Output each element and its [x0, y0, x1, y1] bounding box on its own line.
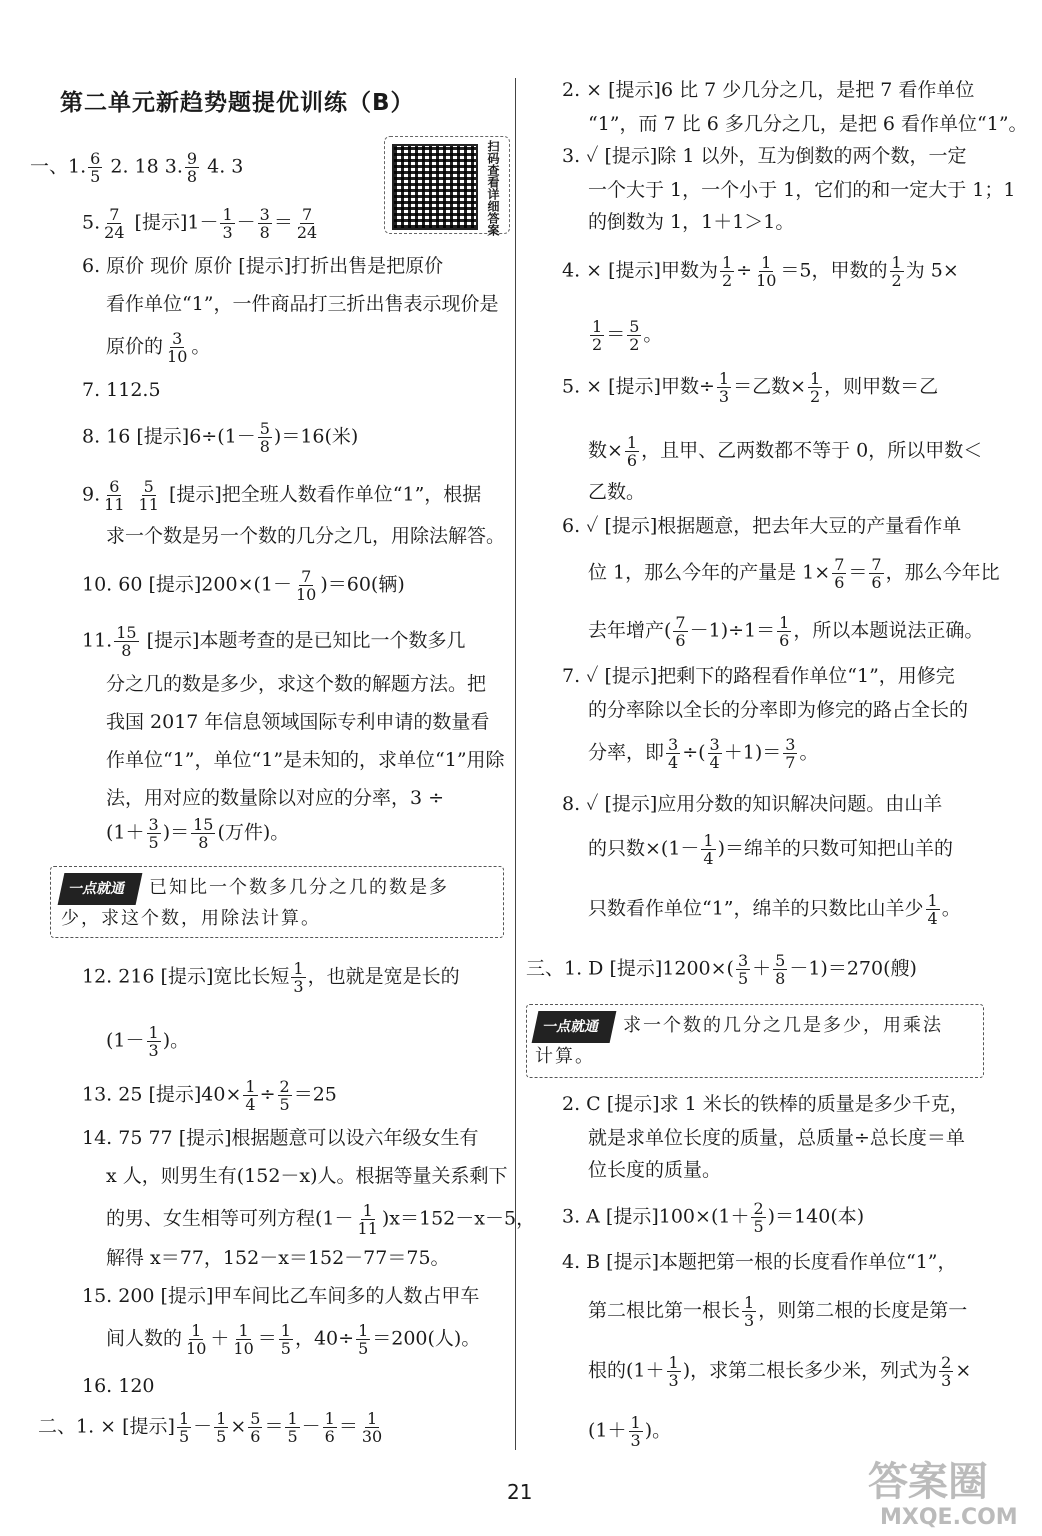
answer-1-15-cont: 间人数的 $\frac{1}{10}$ ＋ $\frac{1}{10}$ ＝ $\frac{1}{5}$ ，40÷ $\frac{1}{5}$ ＝200(人)。: [106, 1321, 481, 1358]
answer-1-11: 11. $\frac{15}{8}$ [提示]本题考查的是已知比一个数多几: [82, 623, 466, 660]
answer-1-11-line3: 我国 2017 年信息领域国际专利申请的数量看: [106, 711, 490, 733]
page-title: 第二单元新趋势题提优训练（B）: [60, 90, 415, 116]
answer-2-2: 2. × [提示]6 比 7 少几分之几，是把 7 看作单位: [562, 79, 975, 101]
answer-1-15: 15. 200 [提示]甲车间比乙车间多的人数占甲车: [82, 1285, 480, 1307]
answer-1-11-line5: 法，用对应的数量除以对应的分率，3 ÷: [106, 787, 445, 809]
answer-1-6-end: 原价的 $\frac{3}{10}$ 。: [106, 329, 211, 366]
answer-1-5: 5. $\frac{7}{24}$ [提示]1－ $\frac{1}{3}$ － $\frac{3}{8}$ ＝ $\frac{7}{24}$: [82, 205, 318, 242]
answer-2-7-line2: 的分率除以全长的分率即为修完的路占全长的: [588, 699, 969, 721]
answer-1-11-line2: 分之几的数是多少，求这个数的解题方法。把: [106, 673, 487, 695]
tip-label: 一点就通: [58, 873, 143, 905]
answer-3-2: 2. C [提示]求 1 米长的铁棒的质量是多少千克，: [562, 1093, 969, 1115]
answer-1-16: 16. 120: [82, 1375, 155, 1397]
qr-code-icon[interactable]: [392, 144, 478, 230]
answer-2-6-line3: 去年增产( $\frac{7}{6}$ －1)÷1＝ $\frac{1}{6}$ ，所以本题说法正确。: [588, 613, 984, 650]
answer-2-7-line3: 分率，即 $\frac{3}{4}$ ÷( $\frac{3}{4}$ ＋1)＝ $\frac{3}{7}$ 。: [588, 735, 819, 772]
answer-1-9: 9. $\frac{6}{11}$ $\frac{5}{11}$ [提示]把全班人数看作单位“1”，根据: [82, 477, 482, 514]
answer-2-4: 4. × [提示]甲数为 $\frac{1}{2}$ ÷ $\frac{1}{10}$ ＝5，甲数的 $\frac{1}{2}$ 为 5×: [562, 253, 959, 290]
watermark-logo: 答案圈: [868, 1459, 988, 1505]
answer-3-3: 3. A [提示]100×(1＋ $\frac{2}{5}$ )＝140(本): [562, 1199, 865, 1236]
answer-1-7: 7. 112.5: [82, 379, 161, 401]
tip-text-2: 求一个数的几分之几是多少，用乘法: [623, 1015, 943, 1036]
answer-3-4-line4: (1＋ $\frac{1}{3}$ )。: [588, 1413, 672, 1450]
answer-2-6: 6. ✓ [提示]根据题意，把去年大豆的产量看作单: [562, 515, 962, 537]
answer-1-1: 一、1. $\frac{6}{5}$ 2. 18 3. $\frac{9}{8}$ 4. 3: [30, 149, 244, 186]
answer-2-5-cont: 数× $\frac{1}{6}$ ，且甲、乙两数都不等于 0，所以甲数＜: [588, 433, 983, 470]
answer-3-1: 三、1. D [提示]1200×( $\frac{3}{5}$ ＋ $\frac{5}{8}$ －1)＝270(艘): [526, 951, 917, 988]
answer-1-14-line4: 解得 x＝77，152－x＝152－77＝75。: [106, 1247, 450, 1269]
answer-1-12: 12. 216 [提示]宽比长短 $\frac{1}{3}$ ，也就是宽是长的: [82, 959, 460, 996]
answer-2-5: 5. × [提示]甲数÷ $\frac{1}{3}$ ＝乙数× $\frac{1}{2}$ ，则甲数＝乙: [562, 369, 939, 406]
answer-2-2-cont: “1”，而 7 比 6 多几分之几，是把 6 看作单位“1”。: [588, 113, 1028, 135]
answer-1-9-cont: 求一个数是另一个数的几分之几，用除法解答。: [106, 525, 506, 547]
tip-text-cont: 少，求这个数，用除法计算。: [61, 908, 321, 929]
answer-1-6: 6. 原价 现价 原价 [提示]打折出售是把原价: [82, 255, 444, 277]
answer-2-4-cont: $\frac{1}{2}$ ＝ $\frac{5}{2}$ 。: [592, 317, 663, 354]
answer-2-8: 8. ✓ [提示]应用分数的知识解决问题。由山羊: [562, 793, 943, 815]
tip-box-2: [526, 1004, 984, 1078]
answer-1-12-cont: (1－ $\frac{1}{3}$ )。: [106, 1023, 190, 1060]
answer-3-2-line2: 就是求单位长度的质量，总质量÷总长度＝单: [588, 1127, 965, 1149]
answer-2-8-line2: 的只数×(1－ $\frac{1}{4}$ )＝绵羊的只数可知把山羊的: [588, 831, 954, 868]
answer-2-3-line2: 一个大于 1，一个小于 1，它们的和一定大于 1；1: [588, 179, 1016, 201]
tip-text-2-cont: 计算。: [535, 1046, 595, 1067]
qr-caption: 扫码查看详细答案: [486, 140, 500, 236]
fraction: $\frac{6}{5}$: [90, 149, 101, 186]
answer-1-11-line4: 作单位“1”，单位“1”是未知的，求单位“1”用除: [106, 749, 505, 771]
answer-1-10: 10. 60 [提示]200×(1－ $\frac{7}{10}$ )＝60(辆): [82, 567, 405, 604]
answer-3-4-line3: 根的(1＋ $\frac{1}{3}$ )，求第二根长多少米，列式为 $\frac{2}{3}$ ×: [588, 1353, 972, 1390]
answer-1-14-line3: 的男、女生相等可列方程(1－ $\frac{1}{11}$ )x＝152－x－5，: [106, 1201, 536, 1238]
answer-2-5-end: 乙数。: [588, 481, 646, 503]
column-divider: [515, 78, 516, 1450]
answer-2-6-line2: 位 1，那么今年的产量是 1× $\frac{7}{6}$ ＝ $\frac{7}{6}$ ，那么今年比: [588, 555, 1000, 592]
tip-box: [50, 866, 504, 938]
answer-3-4: 4. B [提示]本题把第一根的长度看作单位“1”，: [562, 1251, 957, 1273]
page-number: 21: [507, 1480, 533, 1504]
answer-1-6-cont: 看作单位“1”，一件商品打三折出售表示现价是: [106, 293, 499, 315]
answer-3-4-line2: 第二根比第一根长 $\frac{1}{3}$ ，则第二根的长度是第一: [588, 1293, 968, 1330]
fraction: $\frac{9}{8}$: [186, 149, 198, 186]
answer-1-8: 8. 16 [提示]6÷(1－ $\frac{5}{8}$ )＝16(米): [82, 419, 359, 456]
answer-2-8-line3: 只数看作单位“1”，绵羊的只数比山羊少 $\frac{1}{4}$ 。: [588, 891, 961, 928]
watermark-url: MXQE.COM: [880, 1505, 1018, 1530]
answer-1-14-line2: x 人，则男生有(152－x)人。根据等量关系剩下: [106, 1165, 508, 1187]
answer-2-7: 7. ✓ [提示]把剩下的路程看作单位“1”，用修完: [562, 665, 955, 687]
tip-label-2: 一点就通: [532, 1011, 617, 1043]
answer-2-3-line3: 的倒数为 1，1＋1＞1。: [588, 211, 795, 233]
answer-2-1: 二、1. × [提示] $\frac{1}{5}$ － $\frac{1}{5}$ × $\frac{5}{6}$ ＝ $\frac{1}{5}$ － $\frac{1}{6}$ ＝ $\frac{1}{30}$: [38, 1409, 383, 1446]
answer-1-11-line6: (1＋ $\frac{3}{5}$ )＝ $\frac{15}{8}$ (万件)。: [106, 815, 290, 852]
answer-1-14: 14. 75 77 [提示]根据题意可以设六年级女生有: [82, 1127, 479, 1149]
tip-text: 已知比一个数多几分之几的数是多: [149, 877, 449, 898]
answer-2-3: 3. ✓ [提示]除 1 以外，互为倒数的两个数，一定: [562, 145, 967, 167]
answer-3-2-line3: 位长度的质量。: [588, 1159, 722, 1181]
answer-1-13: 13. 25 [提示]40× $\frac{1}{4}$ ÷ $\frac{2}{5}$ ＝25: [82, 1077, 337, 1114]
